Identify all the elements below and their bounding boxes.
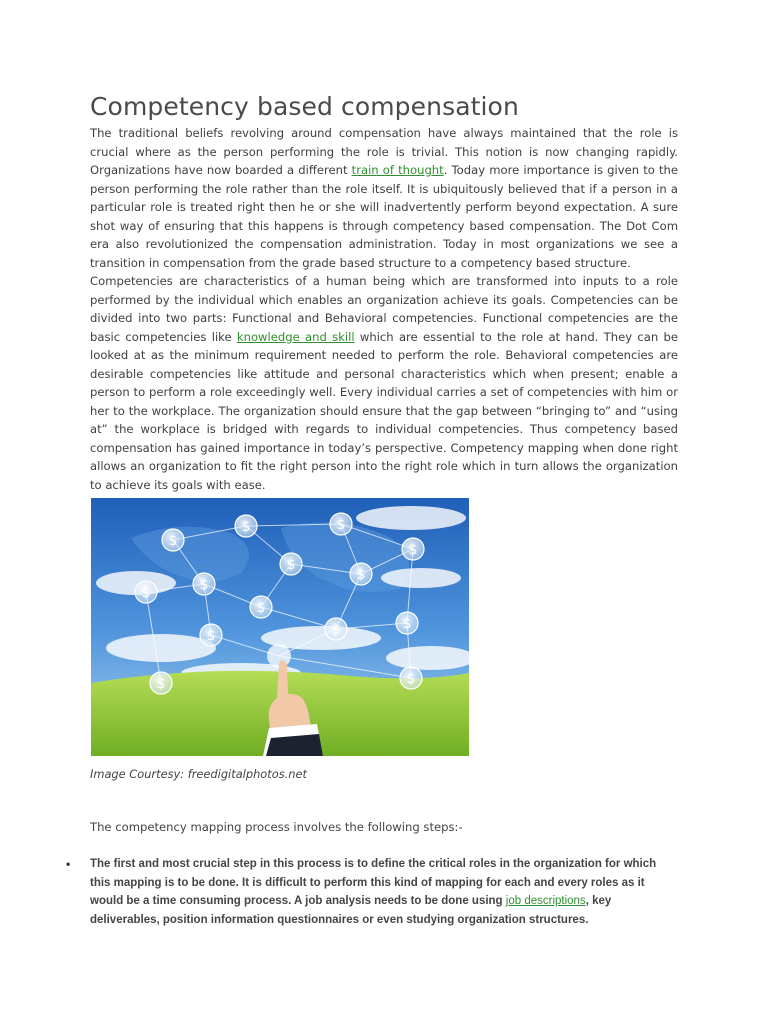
article-title: Competency based compensation [90, 92, 519, 121]
svg-text:$: $ [331, 622, 341, 638]
link-knowledge-and-skill[interactable]: knowledge and skill [236, 329, 355, 344]
svg-text:$: $ [168, 533, 178, 549]
network-money-illustration [91, 498, 469, 756]
svg-text:$: $ [336, 517, 346, 533]
paragraph-text: which are essential to the role at hand. They can be looked at as the minimum requirement needed to perform the role. Behavioral competencies are desirable competencies like attitude and personal characteristics which when present; enable a person to perform a role exceedingly well. Every individual carries a set of competencies with him or her to the workplace. The organization should ensure that the gap between “bringing to” and “using at” the workplace is bridged with regards to individual competencies. Thus competency based compensation has gained importance in today’s perspective. Competency mapping when done right allows an organization to fit the right person into the right role which in turn allows the organization to achieve its goals with ease. [90, 329, 678, 492]
svg-text:$: $ [286, 557, 296, 573]
svg-text:$: $ [406, 671, 416, 687]
svg-text:$: $ [206, 628, 216, 644]
bullet-icon: • [66, 857, 71, 871]
steps-intro: The competency mapping process involves the following steps:- [90, 820, 463, 834]
paragraph-intro [90, 124, 678, 272]
link-job-descriptions[interactable]: job descriptions [505, 895, 586, 907]
svg-text:$: $ [199, 577, 209, 593]
link-train-of-thought[interactable]: train of thought [351, 163, 444, 177]
svg-text:$: $ [241, 519, 251, 535]
svg-text:$: $ [141, 585, 151, 601]
svg-text:$: $ [156, 676, 166, 692]
paragraph-text: Competencies are characteristics of a human being which are transformed into inputs to a role performed by the individual which enables an organization achieve its goals. Competencies can be divided into two parts: Functional and Behavioral competencies. Functional competencies are the basic competencies like [90, 274, 678, 344]
paragraph-competencies [90, 272, 678, 494]
list-item [66, 855, 678, 929]
list-item-text: The first and most crucial step in this process is to define the critical roles in the organization for which this mapping is to be done. It is difficult to perform this kind of mapping for each and every roles as it would be a time consuming process. A job analysis needs to be done using [90, 858, 657, 907]
image-caption: Image Courtesy: freedigitalphotos.net [90, 767, 307, 781]
paragraph-text: . Today more importance is given to the person performing the role rather than the role itself. It is ubiquitously believed that if a person in a particular role is treated right then he or she will inadvertently perform beyond expectation. A sure shot way of ensuring that this happens is through competency based compensation. The Dot Com era also revolutionized the compensation administration. Today in most organizations we see a transition in compensation from the grade based structure to a competency based structure. [90, 163, 678, 270]
steps-list [66, 855, 678, 929]
svg-text:$: $ [256, 600, 266, 616]
svg-text:$: $ [408, 542, 418, 558]
article-image [91, 498, 469, 756]
list-item-text: , key deliverables, position information questionnaires or even studying organization structures. [90, 895, 612, 926]
svg-text:$: $ [402, 616, 412, 632]
svg-text:$: $ [356, 567, 366, 583]
paragraph-text: The traditional beliefs revolving around compensation have always maintained that the role is crucial where as the person performing the role is trivial. This notion is now changing rapidly. Organizations have now boarded a different [90, 126, 678, 177]
